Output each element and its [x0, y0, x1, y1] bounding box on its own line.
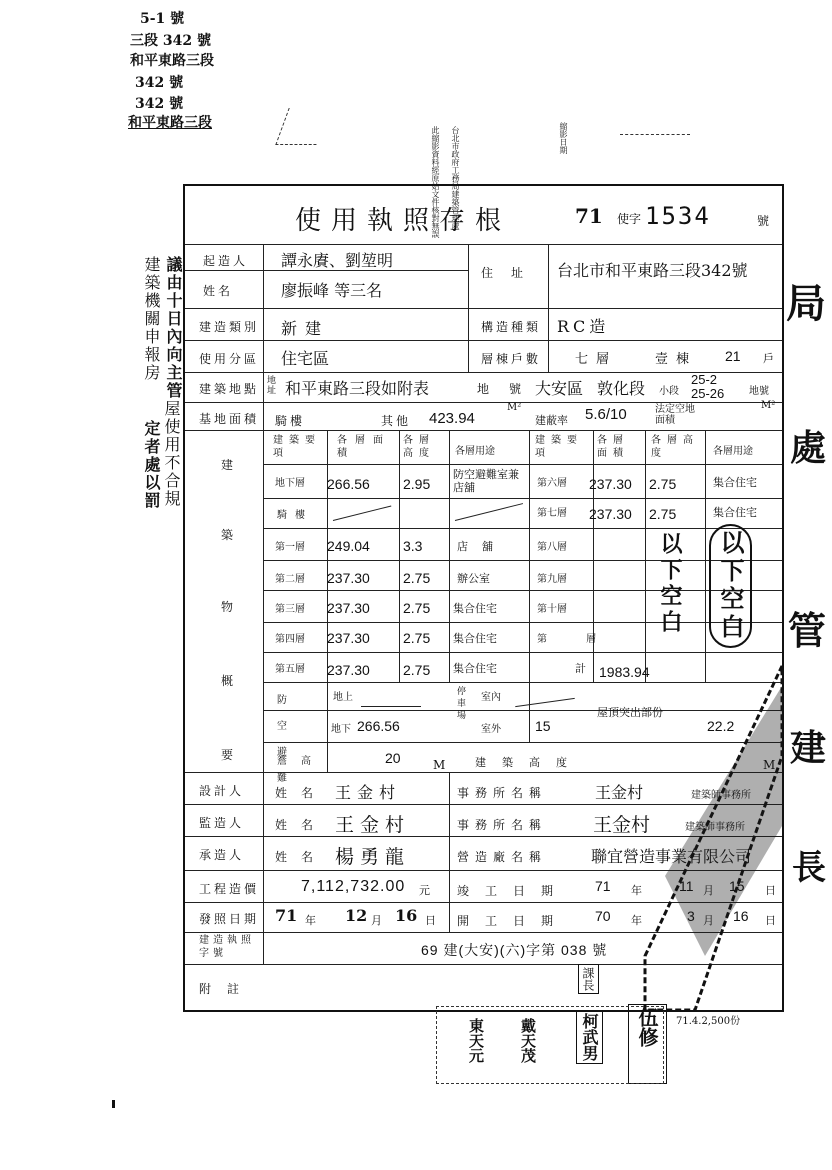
note-line: 5-1 號: [140, 11, 185, 27]
label-month: 月: [703, 914, 714, 927]
floor-area: 237.30: [327, 662, 370, 678]
label-month: 月: [703, 884, 714, 897]
unit-m2: M²: [761, 400, 776, 411]
floor-use: 集合住宅: [453, 632, 497, 645]
label-month: 月: [371, 914, 382, 927]
label-name: 姓名: [275, 818, 328, 832]
owner-names: 譚永賡、劉堃明: [281, 251, 394, 270]
label-floors: 層棟戶數: [481, 352, 542, 366]
label-cost: 工程造價: [199, 882, 260, 896]
license-prefix: 使字: [617, 212, 642, 226]
site-address: 和平東路三段如附表: [285, 379, 430, 398]
signature-stamp: 戴天茂: [519, 1018, 537, 1063]
label-contractor: 承造人: [199, 848, 245, 862]
buildings-value: 壹棟: [655, 352, 698, 367]
floor-height: 2.75: [403, 662, 431, 678]
label-base-area: 基地面積: [199, 412, 260, 426]
label-permit: 建造執照字號: [199, 935, 255, 959]
stamp-char: 建: [790, 727, 827, 769]
stamp-char: 管: [788, 608, 827, 653]
floor-use: 店舖: [457, 540, 507, 553]
signature-frame: [436, 1006, 664, 1084]
floor-use: 集合住宅: [713, 506, 757, 519]
label-site: 建築地點: [199, 382, 260, 396]
contractor-firm: 聯宜營造事業有限公司: [591, 847, 752, 866]
floor-area: 237.30: [589, 506, 632, 522]
office-suffix: 建築師事務所: [691, 790, 751, 801]
margin-col: 定者處以罰: [142, 420, 161, 510]
scan-mark: [112, 1100, 115, 1108]
label-day: 日: [765, 914, 776, 927]
floor-use: 防空避難室兼店舖: [453, 468, 519, 494]
floor-use: 集合住宅: [713, 476, 757, 489]
start-day: 16: [733, 908, 749, 924]
label-name: 姓名: [275, 786, 328, 800]
strike-line: [455, 503, 523, 521]
cost-unit: 元: [419, 884, 430, 897]
header-height: 各層高度: [403, 435, 435, 459]
coverage-value: 5.6/10: [585, 406, 627, 423]
print-note: 71.4.2,500份: [676, 1016, 741, 1027]
strike-line: [361, 706, 421, 707]
license-year: 71: [575, 204, 603, 228]
blank-mark: 以下空白: [657, 532, 683, 636]
floor-area: 237.30: [327, 630, 370, 646]
label-bldg: 築: [221, 528, 234, 542]
label-designer: 設計人: [199, 784, 245, 798]
header-area: 各層面積: [337, 435, 391, 459]
label-above: 地上: [333, 692, 353, 703]
floor-use: 集合住宅: [453, 662, 497, 675]
designer-office: 王金村: [595, 783, 644, 802]
note-line: 三段 342 號: [130, 33, 211, 49]
strike-line: [515, 698, 575, 707]
header-item: 建築要項: [273, 435, 321, 459]
label-site-address: 地址: [267, 376, 277, 396]
unit-m: M: [763, 758, 776, 772]
site-subsection: 敦化段: [597, 379, 646, 398]
label-office: 事務所名稱: [457, 818, 548, 832]
floor-name: 計: [575, 662, 586, 675]
label-parking: 停車場: [457, 687, 467, 721]
start-month: 3: [687, 908, 695, 924]
stamp-char: 長: [792, 848, 826, 888]
label-arcade: 騎樓: [275, 414, 306, 428]
floor-area: 237.30: [327, 570, 370, 586]
floor-height: 2.75: [403, 570, 431, 586]
issue-day: 16: [395, 906, 418, 925]
label-bldg: 要: [221, 748, 234, 762]
floor-name: 第六層: [537, 478, 567, 489]
label-build-type: 建造類別: [199, 320, 260, 334]
office-suffix: 建築師事務所: [685, 822, 745, 833]
stamp-text: 此縮影資料經原始文件核對無誤: [431, 126, 440, 238]
label-address: 住址: [481, 266, 542, 280]
floor-name: 第三層: [275, 604, 305, 615]
label-lot-suffix: 地號: [749, 386, 769, 397]
site-lots: 25-2: [691, 372, 718, 387]
label-bldg: 概: [221, 674, 234, 688]
label-bldg-height: 建築高度: [475, 756, 583, 769]
label-bldg: 物: [221, 600, 234, 614]
floor-area: 249.04: [327, 538, 370, 554]
roof-value: 22.2: [707, 718, 735, 734]
label-supervisor: 監造人: [199, 816, 245, 830]
site-lots: 25-26: [691, 386, 725, 401]
floor-name: 第九層: [537, 574, 567, 585]
designer-name: 王金村: [335, 783, 402, 802]
floor-area: 237.30: [589, 476, 632, 492]
floor-name: 第 層: [537, 634, 615, 645]
label-owner: 起造人: [203, 254, 249, 268]
label-year: 年: [631, 884, 642, 897]
floor-name: 第七層: [537, 508, 567, 519]
owner-names: 廖振峰 等三名: [281, 281, 383, 300]
label-start: 開工日期: [457, 914, 570, 928]
floor-name: 第十層: [537, 604, 567, 615]
supervisor-name: 王金村: [335, 814, 411, 836]
label-issue: 發照日期: [199, 912, 260, 926]
cost-value: 7,112,732.00: [301, 878, 406, 895]
note-line: 和平東路三段: [128, 115, 212, 131]
floor-height: 2.75: [649, 506, 677, 522]
issue-year: 71: [275, 906, 298, 925]
permit-value: 69 建(大安)(六)字第 038 號: [421, 942, 608, 958]
label-below: 地下: [331, 724, 351, 735]
owner-address: 台北市和平東路三段342號: [557, 261, 748, 280]
total-area: 1983.94: [599, 664, 650, 680]
stamp-line: [620, 124, 690, 135]
official-seal: [605, 626, 782, 1010]
label-other: 其他: [381, 414, 412, 428]
header-item: 建築要項: [535, 435, 583, 459]
completion-month: 11: [679, 878, 694, 894]
completion-year: 71: [595, 878, 611, 894]
parking-outdoor-value: 15: [535, 718, 551, 734]
floor-name: 第八層: [537, 542, 567, 553]
floor-name: 騎樓: [277, 510, 313, 521]
floor-area: 266.56: [327, 476, 370, 492]
base-area-value: 423.94: [429, 410, 475, 427]
floor-height: 2.95: [403, 476, 431, 492]
label-day: 日: [425, 914, 436, 927]
label-completion: 竣工日期: [457, 884, 570, 898]
header-use: 各層用途: [713, 446, 753, 457]
label-bldg: 建: [221, 458, 234, 472]
margin-col: 建築機關申報房: [142, 256, 161, 382]
stamp-text: 台北市政府工務局建築管理處: [451, 126, 460, 230]
eaves-value: 20: [385, 750, 401, 766]
label-roof: 屋頂突出部份: [597, 706, 663, 719]
issue-month: 12: [345, 906, 368, 925]
label-day: 日: [765, 884, 776, 897]
blank-mark: 以下空白: [709, 524, 752, 648]
floors-value: 七層: [575, 352, 618, 367]
stamp-char: 處: [790, 427, 827, 469]
shelter-below-value: 266.56: [357, 718, 400, 734]
margin-col: 議由十日內向主管: [164, 256, 183, 400]
label-shelter: 防空避難: [277, 695, 301, 784]
signature-stamp: 柯武男: [576, 1010, 603, 1064]
label-coverage: 建蔽率: [535, 414, 568, 427]
note-line: 342 號: [135, 75, 184, 91]
start-year: 70: [595, 908, 611, 924]
note-line: 342 號: [135, 96, 184, 112]
floor-name: 第二層: [275, 574, 305, 585]
label-eaves: 簷高: [277, 756, 325, 767]
floor-height: 2.75: [649, 476, 677, 492]
floor-name: 第五層: [275, 664, 305, 675]
header-use: 各層用途: [455, 446, 495, 457]
floor-name: 第一層: [275, 542, 305, 553]
strike-line: [333, 505, 391, 520]
unit-m: M: [433, 758, 446, 772]
contractor-name: 楊勇龍: [335, 846, 411, 868]
license-suffix: 號: [757, 214, 770, 228]
supervisor-office: 王金村: [593, 814, 651, 836]
households-value: 21: [725, 348, 741, 364]
label-outdoor: 室外: [481, 724, 501, 735]
margin-col: 屋使用不合規: [162, 400, 181, 508]
floor-height: 2.75: [403, 600, 431, 616]
label-remarks: 附註: [199, 982, 256, 996]
unit-m2: M²: [507, 402, 522, 413]
floor-use: 集合住宅: [453, 602, 497, 615]
label-lot-prefix: 小段: [659, 386, 679, 397]
signature-stamp: 東天元: [467, 1018, 485, 1063]
label-indoor: 室內: [481, 692, 501, 703]
note-mark: [275, 108, 329, 145]
structure-value: RC造: [557, 317, 610, 336]
floor-area: 237.30: [327, 600, 370, 616]
floor-height: 2.75: [403, 630, 431, 646]
site-section: 大安區: [535, 379, 584, 398]
title-stamp: 課長: [578, 964, 599, 994]
license-number: 1534: [645, 202, 711, 230]
label-lot: 地號: [477, 382, 542, 396]
label-zone: 使用分區: [199, 352, 260, 366]
stamp-char: 局: [786, 280, 826, 327]
households-unit: 戶: [763, 352, 774, 365]
header-height: 各層高度: [651, 435, 699, 459]
zone-value: 住宅區: [281, 349, 330, 368]
floor-use: 辦公室: [457, 572, 490, 585]
note-line: 和平東路三段: [130, 53, 214, 69]
label-name: 姓名: [275, 850, 328, 864]
label-name: 姓名: [203, 284, 234, 298]
label-structure: 構造種類: [481, 320, 542, 334]
build-type-value: 新建: [281, 319, 330, 338]
floor-name: 第四層: [275, 634, 305, 645]
form-title: 使用執照存根: [295, 206, 512, 236]
label-legal-space: 法定空地面積: [655, 404, 695, 426]
license-form: [183, 184, 784, 1012]
stamp-text: 縮影日期: [559, 122, 568, 154]
label-firm: 營造廠名稱: [457, 850, 548, 864]
label-year: 年: [305, 914, 316, 927]
label-office: 事務所名稱: [457, 786, 548, 800]
floor-height: 3.3: [403, 538, 423, 554]
header-area: 各層面積: [597, 435, 629, 459]
signature-stamp: 伍修: [628, 1004, 667, 1084]
floor-name: 地下層: [275, 478, 305, 489]
completion-day: 15: [729, 878, 745, 894]
label-year: 年: [631, 914, 642, 927]
